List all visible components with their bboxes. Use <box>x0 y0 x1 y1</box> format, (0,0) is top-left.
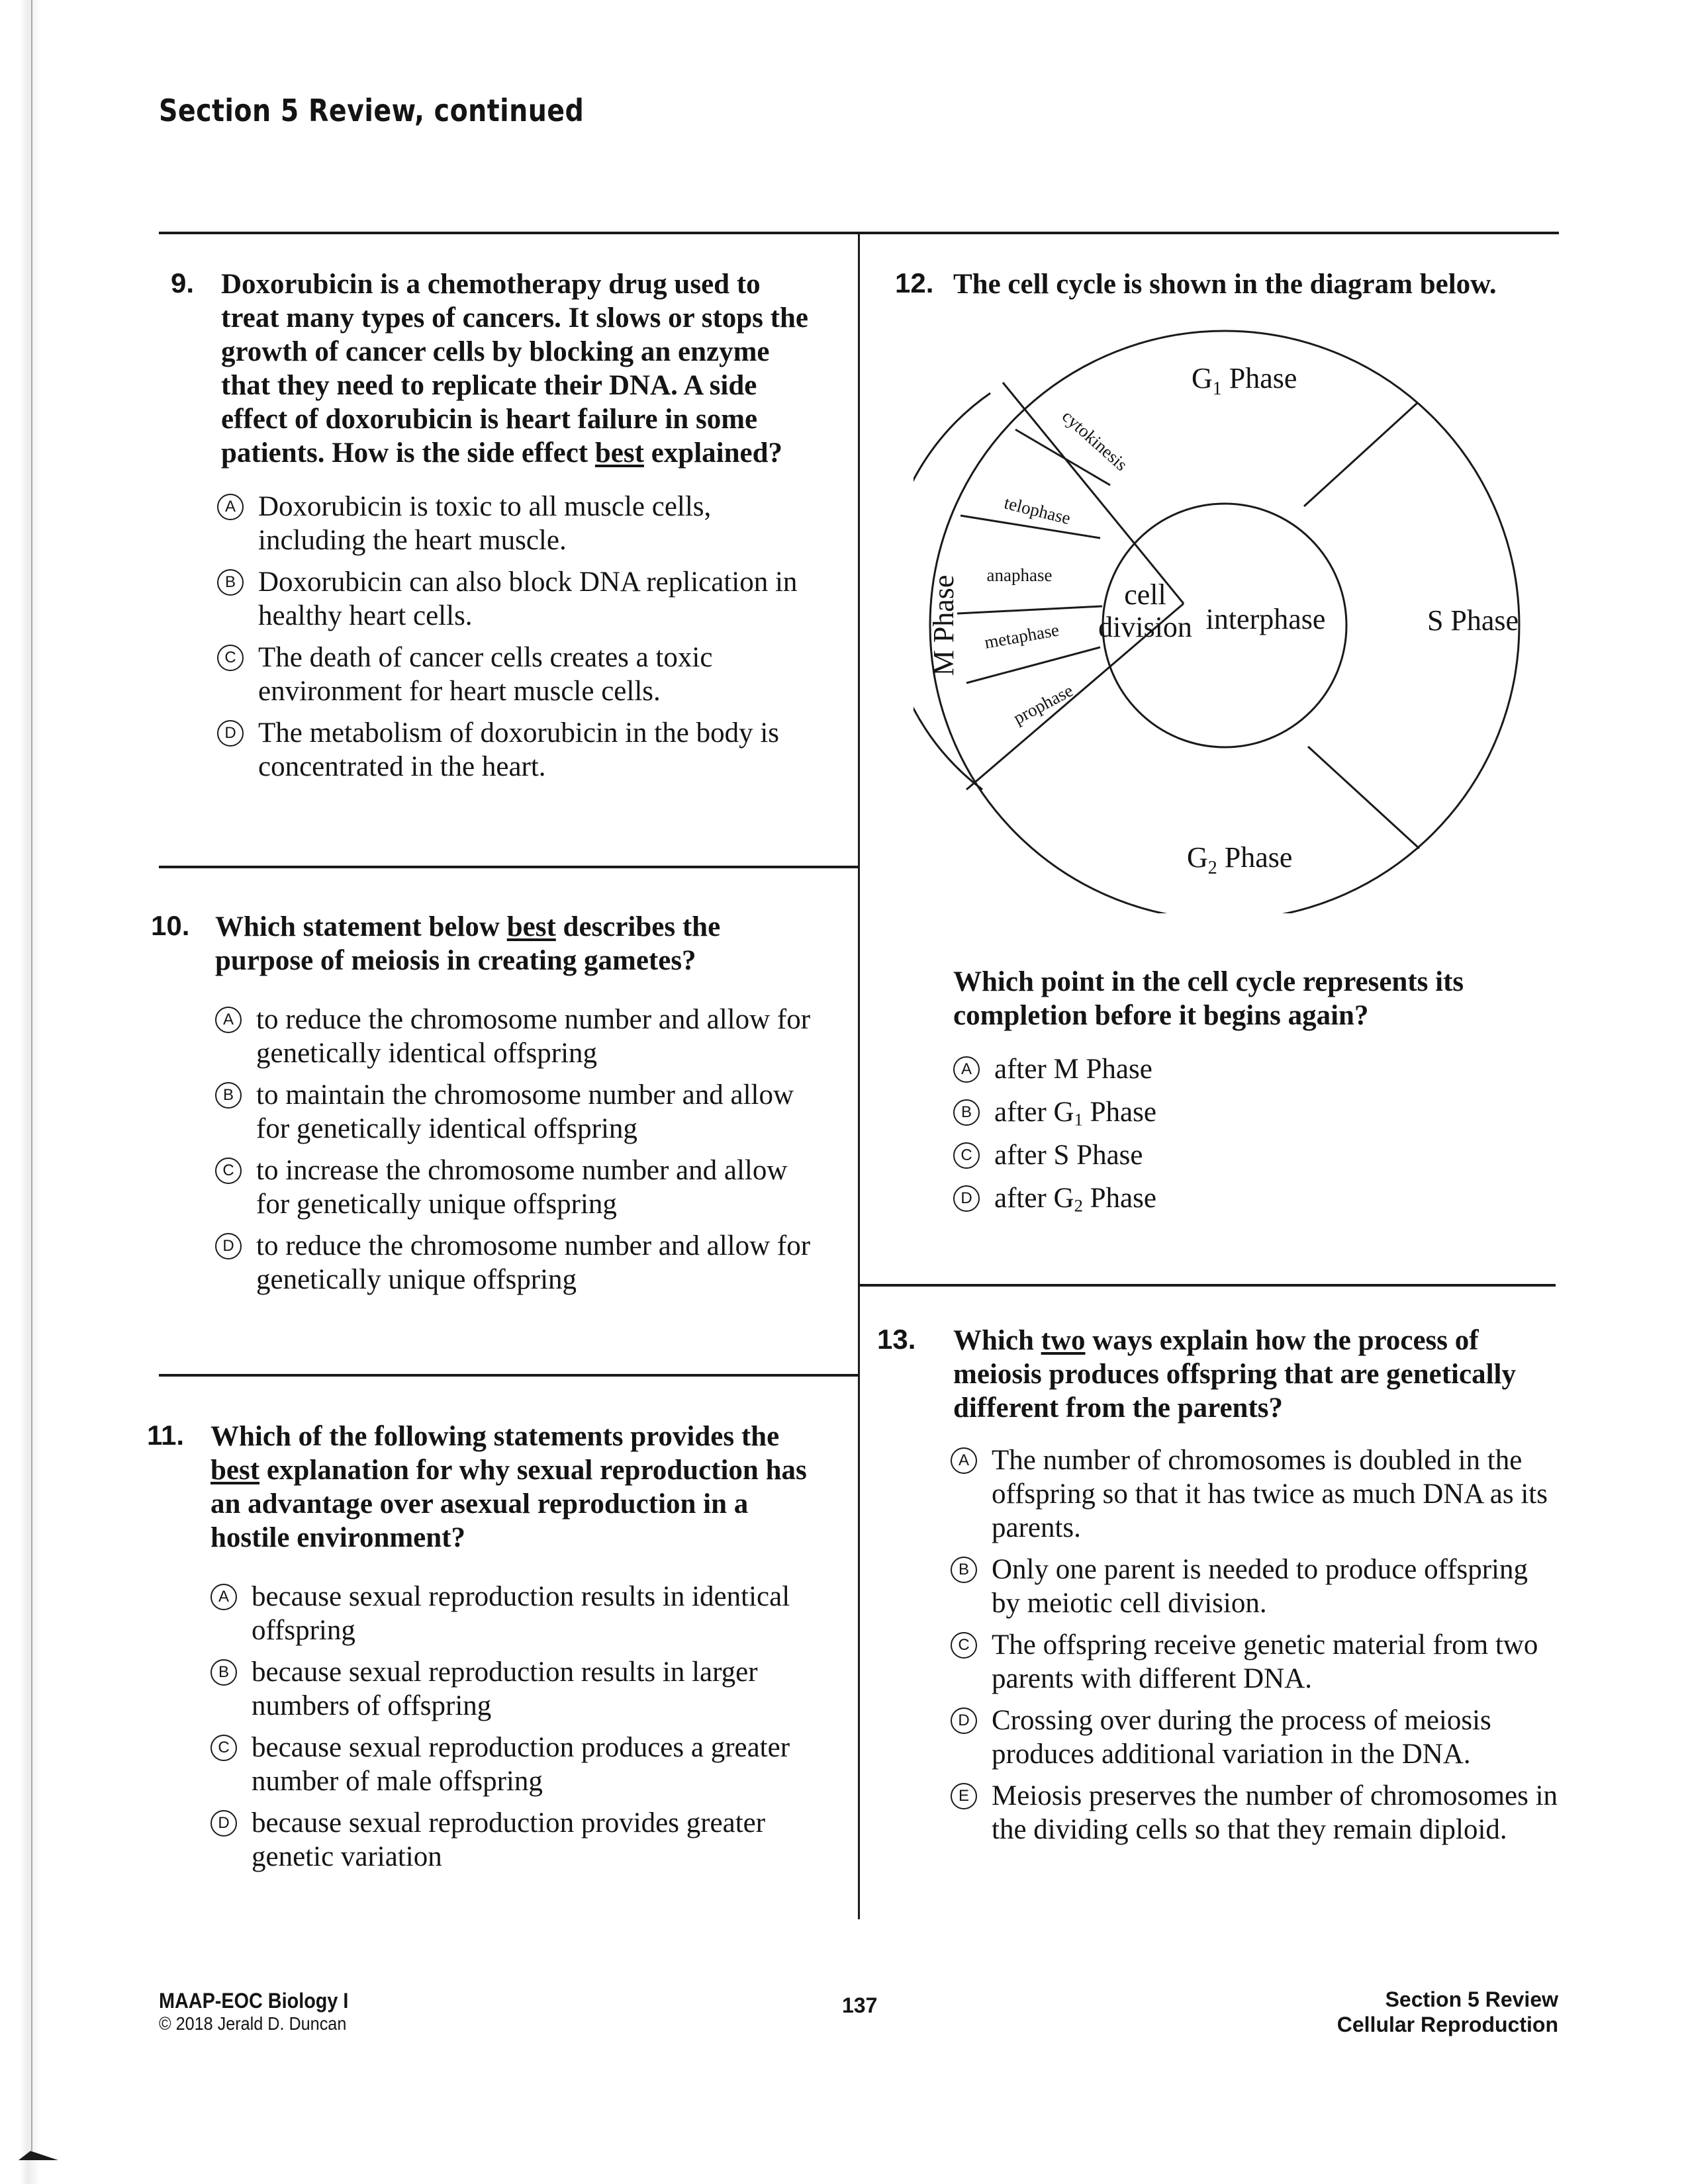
q12-choice-b[interactable]: B after $G_1$ Phase <box>953 1095 1536 1129</box>
question-number-9: 9. <box>171 267 195 298</box>
answer-bubble-d[interactable]: D <box>217 720 244 747</box>
question-11-stem: Which of the following statements provides the best explanation for why sexual reproduction has an advantage over asexual reproduction in a hostile environment? <box>211 1421 807 1553</box>
scan-edge-shadow <box>20 0 40 2184</box>
answer-bubble-c[interactable]: C <box>217 645 244 671</box>
answer-bubble-a[interactable]: A <box>217 494 244 520</box>
q9-bottom-divider <box>159 866 859 868</box>
question-12-stem: The cell cycle is shown in the diagram below. <box>953 269 1497 300</box>
question-9-choices <box>217 490 817 784</box>
question-12-choices <box>953 1052 1536 1215</box>
question-11-choices <box>211 1580 826 1874</box>
answer-bubble-d[interactable]: D <box>951 1707 977 1734</box>
question-12-followup-stem: Which point in the cell cycle represents its completion before it begins again? <box>953 966 1464 1031</box>
prophase-label: prophase <box>1009 680 1076 729</box>
q12-choice-d[interactable]: D after $G_2$ Phase <box>953 1181 1536 1215</box>
answer-bubble-c[interactable]: C <box>211 1735 237 1761</box>
q11-choice-c[interactable]: C because sexual reproduction produces a greater number of male offspring <box>211 1731 826 1798</box>
anaphase-label: anaphase <box>986 565 1053 585</box>
question-13-stem: Which two ways explain how the process of meiosis produces offspring that are genetically different from the parents? <box>953 1325 1516 1424</box>
interphase-label: interphase <box>1205 603 1326 635</box>
q11-choice-d[interactable]: D because sexual reproduction provides greater genetic variation <box>211 1806 826 1874</box>
answer-bubble-a[interactable]: A <box>951 1447 977 1474</box>
q9-choice-a[interactable]: A Doxorubicin is toxic to all muscle cells, including the heart muscle. <box>217 490 817 557</box>
question-13 <box>953 1324 1562 1854</box>
answer-bubble-d[interactable]: D <box>211 1810 237 1837</box>
question-10 <box>215 910 824 1304</box>
s-phase-label: S Phase <box>1427 604 1519 637</box>
q12-choice-a[interactable]: A after M Phase <box>953 1052 1536 1086</box>
answer-bubble-a[interactable]: A <box>211 1584 237 1610</box>
question-9 <box>221 267 817 792</box>
g2-phase-label: $G_2$ Phase <box>1187 841 1293 878</box>
footer-section-title: Section 5 Review <box>1385 1987 1558 2011</box>
answer-bubble-b[interactable]: B <box>951 1557 977 1583</box>
g1-phase-label: $G_1$ Phase <box>1192 362 1297 399</box>
q13-choice-e[interactable]: E Meiosis preserves the number of chromosomes in the dividing cells so that they remain diploid. <box>951 1779 1562 1846</box>
footer-page-number: 137 <box>842 1993 878 2017</box>
footer-left <box>159 1989 369 2035</box>
answer-bubble-b[interactable]: B <box>215 1082 242 1109</box>
scan-edge-line <box>31 0 32 2151</box>
answer-bubble-b[interactable]: B <box>211 1659 237 1686</box>
question-12-followup <box>953 965 1536 1224</box>
q10-choice-b[interactable]: B to maintain the chromosome number and allow for genetically identical offspring <box>215 1078 824 1146</box>
page-header-title: Section 5 Review, continued <box>159 93 585 128</box>
q12-bottom-divider <box>859 1284 1556 1287</box>
column-divider <box>858 233 860 1919</box>
question-13-choices <box>951 1443 1562 1846</box>
q10-choice-a[interactable]: A to reduce the chromosome number and allow for genetically identical offspring <box>215 1003 824 1070</box>
telophase-label: telophase <box>1002 492 1073 529</box>
answer-bubble-c[interactable]: C <box>953 1142 980 1169</box>
q12-choice-c[interactable]: C after S Phase <box>953 1138 1536 1172</box>
footer-course-title: MAAP-EOC Biology I <box>159 1989 349 2013</box>
question-11 <box>211 1420 826 1882</box>
question-9-stem: Doxorubicin is a chemotherapy drug used to treat many types of cancers. It slows or stops the growth of cancer cells by blocking an enzyme that they need to replicate their DNA. A side effect of doxorubicin is heart failure in some patients. How is the side effect best explained? <box>221 269 808 469</box>
m-phase-label: M Phase <box>927 574 960 676</box>
cell-division-label-line2: division <box>1098 611 1192 643</box>
question-10-stem: Which statement below best describes the purpose of meiosis in creating gametes? <box>215 911 721 976</box>
q13-choice-c[interactable]: C The offspring receive genetic material from two parents with different DNA. <box>951 1628 1562 1696</box>
q11-choice-a[interactable]: A because sexual reproduction results in identical offspring <box>211 1580 826 1647</box>
footer-section-subtitle: Cellular Reproduction <box>1336 2013 1558 2036</box>
cell-division-label-line1: cell <box>1124 578 1166 611</box>
q11-choice-b[interactable]: B because sexual reproduction results in larger numbers of offspring <box>211 1655 826 1723</box>
question-12 <box>953 267 1549 301</box>
question-number-10: 10. <box>151 910 190 941</box>
answer-bubble-b[interactable]: B <box>953 1099 980 1126</box>
q13-choice-d[interactable]: D Crossing over during the process of meiosis produces additional variation in the DNA. <box>951 1704 1562 1771</box>
answer-bubble-c[interactable]: C <box>215 1158 242 1184</box>
q10-bottom-divider <box>159 1374 859 1377</box>
footer-copyright: © 2018 Jerald D. Duncan <box>159 2013 347 2034</box>
q13-choice-a[interactable]: A The number of chromosomes is doubled in the offspring so that it has twice as much DNA as its parents. <box>951 1443 1562 1545</box>
question-number-13: 13. <box>877 1324 916 1355</box>
q9-choice-c[interactable]: C The death of cancer cells creates a toxic environment for heart muscle cells. <box>217 641 817 708</box>
q9-choice-b[interactable]: B Doxorubicin can also block DNA replication in healthy heart cells. <box>217 565 817 633</box>
q10-choice-d[interactable]: D to reduce the chromosome number and allow for genetically unique offspring <box>215 1229 824 1297</box>
q10-choice-c[interactable]: C to increase the chromosome number and allow for genetically unique offspring <box>215 1154 824 1221</box>
cytokinesis-label: cytokinesis <box>1058 406 1132 475</box>
answer-bubble-c[interactable]: C <box>951 1632 977 1659</box>
answer-bubble-a[interactable]: A <box>215 1007 242 1033</box>
answer-bubble-a[interactable]: A <box>953 1056 980 1083</box>
answer-bubble-d[interactable]: D <box>215 1233 242 1259</box>
footer-right <box>1337 1987 1558 2037</box>
question-number-12: 12. <box>895 267 934 298</box>
answer-bubble-b[interactable]: B <box>217 569 244 596</box>
question-number-11: 11. <box>147 1420 185 1451</box>
question-10-choices <box>215 1003 824 1297</box>
q9-choice-d[interactable]: D The metabolism of doxorubicin in the body is concentrated in the heart. <box>217 716 817 784</box>
answer-bubble-d[interactable]: D <box>953 1185 980 1212</box>
cell-cycle-diagram-labels <box>914 318 1542 913</box>
metaphase-label: metaphase <box>982 619 1061 653</box>
q13-choice-b[interactable]: B Only one parent is needed to produce offspring by meiotic cell division. <box>951 1553 1562 1620</box>
answer-bubble-e[interactable]: E <box>951 1783 977 1809</box>
